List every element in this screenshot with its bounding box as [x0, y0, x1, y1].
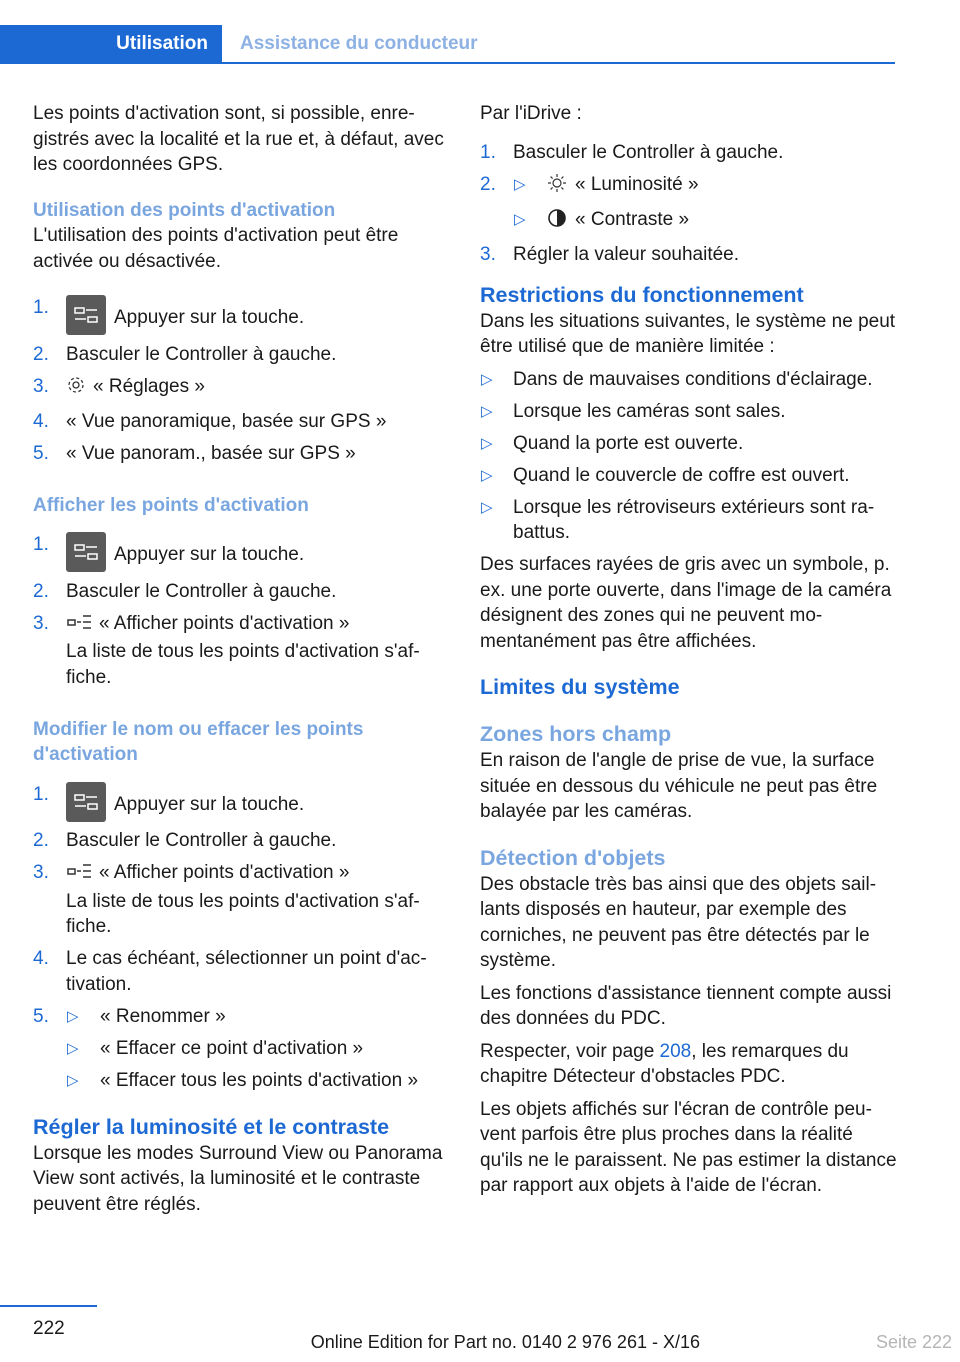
edition-text: Online Edition for Part no. 0140 2 976 261 - X/16 [310, 1332, 700, 1352]
left-column [33, 101, 448, 1217]
list-item: 3. « Afficher points d'activation » La liste de tous les points d'activation s'affiche. [33, 862, 420, 937]
list-item: 5. ▷ « Renommer » ▷ « Effacer ce point d'activation » ▷ « Effacer tous les points d'activation » [33, 1004, 448, 1094]
triangle-bullet-icon: ▷ [67, 1039, 79, 1057]
activation-points-list-icon [66, 861, 92, 889]
list-item: 1. Basculer le Controller à gauche. [480, 141, 784, 163]
list-item: ▷ « Contraste » [513, 207, 898, 236]
list-item: ▷ Quand le couvercle de coffre est ouvert. [480, 463, 898, 489]
list-item: 2. Basculer le Controller à gauche. [33, 830, 337, 851]
steps-show [33, 532, 448, 690]
triangle-bullet-icon: ▷ [481, 498, 493, 516]
camera-button-icon [66, 782, 106, 822]
header-tabbar [0, 25, 895, 64]
restrictions-list [480, 367, 898, 546]
list-item: ▷ « Luminosité » [513, 172, 898, 201]
triangle-bullet-icon: ▷ [481, 434, 493, 452]
list-item: 2. ▷ « Luminosité » ▷ « Contraste » [480, 172, 898, 236]
section-title-restrictions: Restrictions du fonctionnement [480, 282, 804, 307]
section-title-detection: Détection d'objets [480, 845, 666, 870]
section-title-brightness: Régler la luminosité et le contraste [33, 1114, 390, 1139]
idrive-intro: Par l'iDrive : [480, 103, 582, 124]
list-item: 5. « Vue panoram., basée sur GPS » [33, 442, 356, 464]
triangle-bullet-icon: ▷ [514, 210, 526, 228]
page-number: 222 [33, 1318, 65, 1339]
triangle-bullet-icon: ▷ [481, 402, 493, 420]
section-title-show: Afficher les points d'activation [33, 494, 309, 516]
section-title-zones: Zones hors champ [480, 722, 672, 746]
list-item: ▷ « Effacer tous les points d'activation » [66, 1068, 448, 1094]
list-item: 3. « Réglages » [33, 374, 448, 403]
triangle-bullet-icon: ▷ [481, 370, 493, 388]
detection-text-4: Les objets affichés sur l'écran de contrôle peuvent parfois être plus proches dans la réalité qu'ils ne le paraissent. Ne pas estimer la distance par rapport aux objets à l'aide de l'écran. [480, 1098, 897, 1196]
list-item: 4. « Vue panoramique, basée sur GPS » [33, 410, 387, 432]
detection-text-2: Les fonctions d'assistance tiennent compte aussi des données du PDC. [480, 982, 892, 1029]
section-title-edit: Modifier le nom ou effacer les points d'activation [33, 718, 364, 765]
steps-idrive [480, 140, 898, 268]
contrast-icon [546, 208, 568, 236]
intro-paragraph: Les points d'activation sont, si possible, enregistrés avec la localité et la rue et, à défaut, avec les coordonnées GPS. [33, 103, 444, 175]
list-item: ▷ Dans de mauvaises conditions d'éclairage. [480, 367, 898, 393]
triangle-bullet-icon: ▷ [67, 1071, 79, 1089]
steps-usage [33, 295, 448, 466]
section-text-restrictions: Dans les situations suivantes, le système ne peut être utilisé que de manière limitée : [480, 310, 896, 357]
list-item: 3. « Afficher points d'activation » La liste de tous les points d'activation s'affiche. [33, 612, 420, 688]
triangle-bullet-icon: ▷ [67, 1007, 79, 1025]
list-item: 4. Le cas échéant, sélectionner un point d'activation. [33, 948, 427, 995]
list-item: 1. Appuyer sur la touche. [33, 782, 448, 822]
list-item: 1. Appuyer sur la touche. [33, 295, 448, 335]
list-item: 3. Régler la valeur souhaitée. [480, 243, 740, 265]
list-item: ▷ « Effacer ce point d'activation » [66, 1036, 448, 1062]
list-item: ▷ « Renommer » [66, 1004, 448, 1030]
steps-edit [33, 782, 448, 1094]
section-text-brightness: Lorsque les modes Surround View ou Panorama View sont activés, la luminosité et le contraste peuvent être réglés. [33, 1142, 443, 1215]
camera-button-icon [66, 532, 106, 572]
triangle-bullet-icon: ▷ [514, 175, 526, 193]
list-item: 2. Basculer le Controller à gauche. [33, 580, 337, 602]
activation-points-list-icon [66, 612, 92, 640]
list-item: ▷ Lorsque les caméras sont sales. [480, 399, 898, 425]
right-column [480, 101, 898, 1199]
step5-options [66, 1004, 448, 1094]
detection-text-3: Respecter, voir page 208, les remarques du chapitre Détecteur d'obstacles PDC. [480, 1040, 849, 1087]
section-text-usage: L'utilisation des points d'activation peut être activée ou désactivée. [33, 225, 399, 272]
camera-button-icon [66, 295, 106, 335]
page-link-208[interactable]: 208 [659, 1040, 692, 1062]
step2-options [513, 172, 898, 236]
list-item: 1. Appuyer sur la touche. [33, 532, 448, 572]
restrictions-after-text: Des surfaces rayées de gris avec un symbole, p. ex. une porte ouverte, dans l'image de la caméra désignent des zones qui ne peuvent momentanément pas être affichées. [480, 554, 892, 652]
list-item: ▷ Lorsque les rétroviseurs extérieurs sont rabattus. [481, 496, 875, 543]
list-item: 2. Basculer le Controller à gauche. [33, 343, 337, 365]
detection-text-1: Des obstacle très bas ainsi que des objets saillants disposés en hauteur, par exemple des corniches, ne peuvent pas être détectés par le système. [480, 873, 877, 971]
footer-rule [0, 1305, 97, 1307]
gear-icon [66, 375, 86, 403]
triangle-bullet-icon: ▷ [481, 466, 493, 484]
section-title-limits: Limites du système [480, 675, 680, 699]
section-title-usage: Utilisation des points d'activation [33, 199, 336, 221]
brightness-icon [546, 173, 568, 201]
list-item: ▷ Quand la porte est ouverte. [480, 431, 898, 457]
tab-assistance-du-conducteur[interactable]: Assistance du conducteur [240, 33, 478, 54]
watermark-text: Seite 222 [875, 1332, 952, 1352]
section-text-zones: En raison de l'angle de prise de vue, la surface située en dessous du véhicule ne peut pas être balayée par les caméras. [480, 750, 878, 822]
tab-utilisation[interactable]: Utilisation [0, 25, 222, 62]
